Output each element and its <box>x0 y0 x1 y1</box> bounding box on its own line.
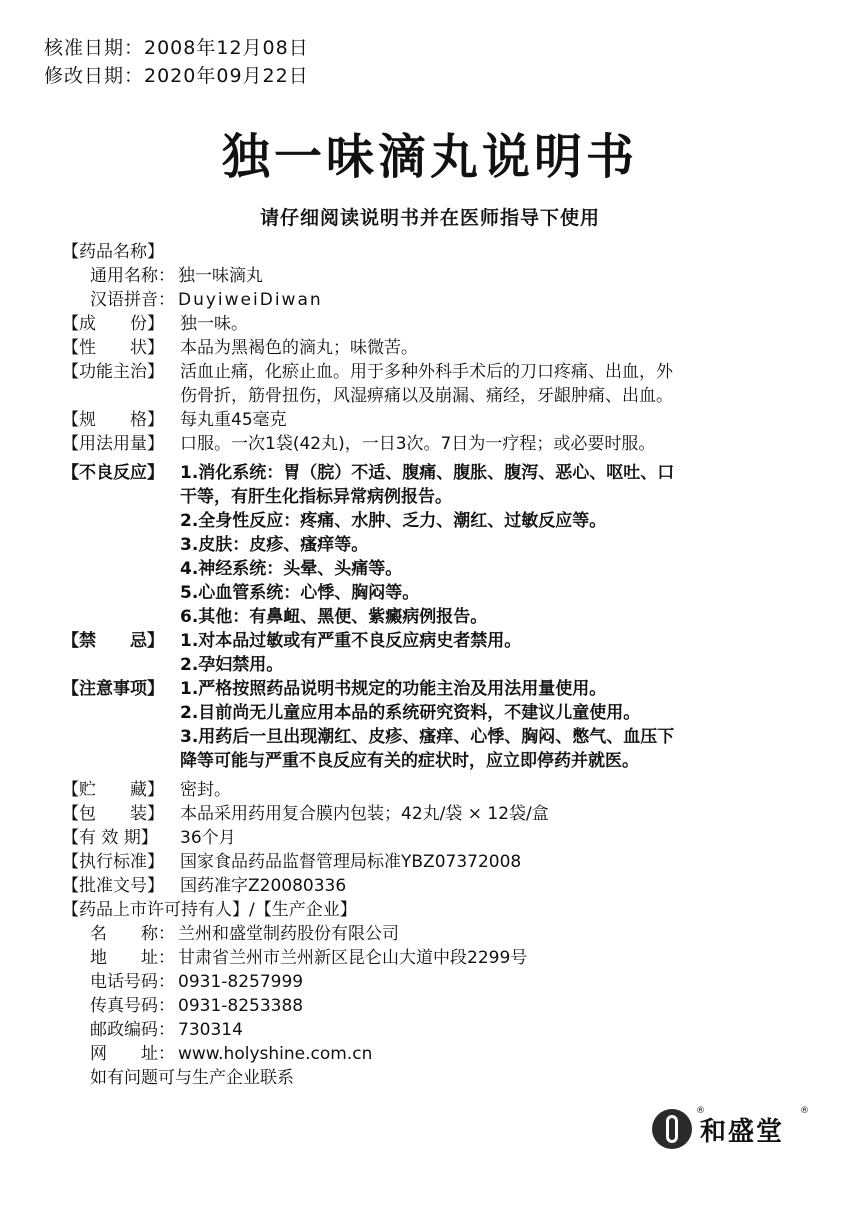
approval-number-row: 【批准文号】 国药准字Z20080336 <box>62 876 347 896</box>
document-title: 独一味滴丸说明书 <box>221 129 638 185</box>
logo-mark-icon <box>652 1109 692 1149</box>
company-logo: ® 和盛堂 ® <box>652 1104 812 1154</box>
leaflet-body <box>62 240 842 1090</box>
document-subtitle: 请仔细阅读说明书并在医师指导下使用 <box>259 207 600 229</box>
logo-text: 和盛堂 <box>700 1116 785 1147</box>
specification-row: 【规 格】 每丸重45毫克 <box>62 410 287 430</box>
pinyin-row: 汉语拼音： DuyiweiDiwan <box>90 290 323 310</box>
website-row: 网 址： www.holyshine.com.cn <box>90 1044 373 1064</box>
company-address-row: 地 址： 甘肃省兰州市兰州新区昆仑山大道中段2299号 <box>90 948 528 968</box>
approval-date: 核准日期：2008年12月08日 <box>44 37 309 59</box>
date-header <box>44 34 309 90</box>
indications-row: 【功能主治】 活血止痛，化瘀止血。用于多种外科手术后的刀口疼痛、出血，外 伤骨折，筋骨扭伤，风湿痹痛以及崩漏、痛经，牙龈肿痛、出血。 <box>62 362 673 406</box>
manufacturer-heading: 【药品上市许可持有人】/【生产企业】 <box>62 900 357 920</box>
storage-row: 【贮 藏】 密封。 <box>62 780 231 800</box>
generic-name-value: 独一味滴丸 <box>178 266 263 286</box>
revision-date: 修改日期：2020年09月22日 <box>44 65 309 87</box>
pinyin-value: DuyiweiDiwan <box>178 290 323 310</box>
contraindications-row: 【禁 忌】 1.对本品过敏或有严重不良反应病史者禁用。 2.孕妇禁用。 <box>62 631 522 675</box>
company-name-row: 名 称： 兰州和盛堂制药股份有限公司 <box>90 924 399 944</box>
standard-row: 【执行标准】 国家食品药品监督管理局标准YBZ07372008 <box>62 852 522 872</box>
contact-note: 如有问题可与生产企业联系 <box>90 1068 294 1088</box>
postcode-row: 邮政编码： 730314 <box>90 1020 243 1040</box>
drug-name-heading <box>62 240 842 264</box>
drug-name-label: 【药品名称】 <box>62 242 164 262</box>
precautions-row: 【注意事项】 1.严格按照药品说明书规定的功能主治及用法用量使用。 2.目前尚无儿童应用本品的系统研究资料，不建议儿童使用。 3.用药后一旦出现潮红、皮疹、瘙痒、心悸、胸闷、憋气、血压下 降等可能与严重不良反应有关的症状时，应立即停药并就医。 <box>62 679 675 771</box>
validity-row: 【有 效 期】 36个月 <box>62 828 236 848</box>
phone-row: 电话号码： 0931-8257999 <box>90 972 304 992</box>
generic-name-row: 通用名称： 独一味滴丸 <box>90 266 263 286</box>
fax-row: 传真号码： 0931-8253388 <box>90 996 304 1016</box>
website-link: www.holyshine.com.cn <box>178 1044 373 1064</box>
adverse-reactions-row: 【不良反应】 1.消化系统：胃（脘）不适、腹痛、腹胀、腹泻、恶心、呕吐、口 干等，有肝生化指标异常病例报告。 2.全身性反应：疼痛、水肿、乏力、潮红、过敏反应等。 3.皮肤：皮疹、瘙痒等。 4.神经系统：头晕、头痛等。 5.心血管系统：心悸、胸闷等。 6.其他：有鼻衄、黑便、紫癜病例报告。 <box>62 463 675 627</box>
ingredients-row: 【成 份】 独一味。 <box>62 314 248 334</box>
dosage-row: 【用法用量】 口服。一次1袋(42丸)，一日3次。7日为一疗程；或必要时服。 <box>62 434 656 454</box>
description-row: 【性 状】 本品为黑褐色的滴丸；味微苦。 <box>62 338 418 358</box>
package-row: 【包 装】 本品采用药用复合膜内包装；42丸/袋 × 12袋/盒 <box>62 804 549 824</box>
